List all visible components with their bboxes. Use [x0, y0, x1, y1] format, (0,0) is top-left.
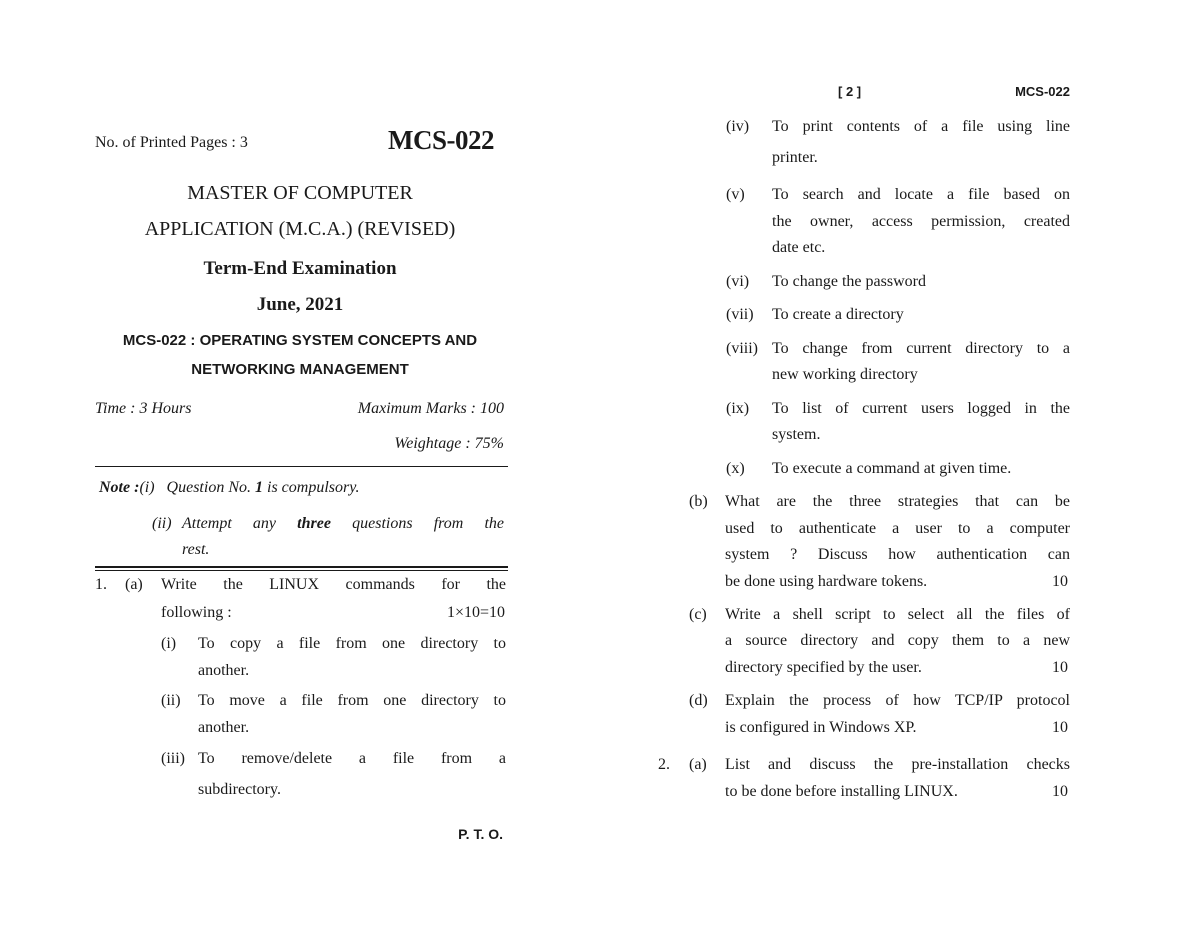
q1c-line3: directory specified by the user. — [725, 659, 922, 676]
course-title-line2: NETWORKING MANAGEMENT — [191, 361, 409, 378]
course-title-line1: MCS-022 : OPERATING SYSTEM CONCEPTS AND — [122, 332, 478, 349]
q1b-line1: What are the three strategies that can be — [725, 493, 1070, 510]
note-line-1 — [99, 479, 359, 497]
note-i-qno: 1 — [255, 479, 263, 496]
q1d-marks: 10 — [1052, 719, 1068, 736]
programme-title-line2: APPLICATION (M.C.A.) (REVISED) — [144, 218, 456, 240]
item-i-number: (i) — [161, 635, 177, 652]
item-x-line1: To execute a command at given time. — [772, 460, 1012, 477]
note-ii-bold: three — [297, 515, 331, 532]
q1c-line1: Write a shell script to select all the files of — [725, 606, 1070, 623]
q1a-text-line2: following : — [161, 604, 232, 621]
item-ii-line2: another. — [198, 719, 250, 736]
item-ii-line1: To move a file from one directory to — [198, 692, 506, 709]
item-iv-line2: printer. — [772, 149, 818, 166]
q1d-line1: Explain the process of how TCP/IP protocol — [725, 692, 1070, 709]
paper-code: MCS-022 — [388, 125, 494, 155]
q2a-line2: to be done before installing LINUX. — [725, 783, 958, 800]
q1b-line4: be done using hardware tokens. — [725, 573, 928, 590]
pto-footer: P. T. O. — [458, 826, 503, 842]
note-i-number: (i) — [139, 479, 155, 496]
item-ix-line1: To list of current users logged in the — [772, 400, 1070, 417]
item-iv-line1: To print contents of a file using line — [772, 118, 1070, 135]
exam-date: June, 2021 — [256, 294, 344, 315]
item-ii-number: (ii) — [161, 692, 181, 709]
max-marks: Maximum Marks : 100 — [357, 400, 504, 417]
item-x-number: (x) — [726, 460, 745, 477]
item-i-line2: another. — [198, 662, 250, 679]
item-v-line1: To search and locate a file based on — [772, 186, 1070, 203]
item-v-line3: date etc. — [772, 239, 826, 256]
item-viii-line1: To change from current directory to a — [772, 340, 1070, 357]
item-v-line2: the owner, access permission, created — [772, 213, 1070, 230]
q1b-line3: system ? Discuss how authentication can — [725, 546, 1070, 563]
q2-number: 2. — [658, 756, 670, 773]
note-ii-text-c: questions from the — [352, 515, 505, 532]
weightage: Weightage : 75% — [394, 435, 504, 452]
q2a-marks: 10 — [1052, 783, 1068, 800]
item-viii-number: (viii) — [726, 340, 758, 357]
note-label: Note : — [99, 479, 140, 496]
note-ii-line-2: rest. — [182, 541, 210, 558]
q1b-marks: 10 — [1052, 573, 1068, 590]
q1a-label: (a) — [125, 576, 143, 593]
item-i-line1: To copy a file from one directory to — [198, 635, 506, 652]
q1d-label: (d) — [689, 692, 708, 709]
header-paper-code: MCS-022 — [1015, 84, 1070, 99]
q1c-marks: 10 — [1052, 659, 1068, 676]
q1d-line2: is configured in Windows XP. — [725, 719, 917, 736]
divider-double-a — [95, 566, 508, 568]
note-ii-text-a: Attempt any — [182, 515, 277, 532]
q1c-label: (c) — [689, 606, 707, 623]
item-iii-line1: To remove/delete a file from a — [198, 750, 506, 767]
item-iv-number: (iv) — [726, 118, 750, 135]
note-i-text-c: is compulsory. — [267, 479, 360, 496]
divider-double-b — [95, 570, 508, 571]
exam-title: Term-End Examination — [203, 258, 397, 279]
note-ii-number: (ii) — [152, 515, 172, 532]
q2a-line1: List and discuss the pre-installation checks — [725, 756, 1070, 773]
item-v-number: (v) — [726, 186, 745, 203]
item-vi-number: (vi) — [726, 273, 750, 290]
q1b-label: (b) — [689, 493, 708, 510]
q1-number: 1. — [95, 576, 107, 593]
q1a-marks: 1×10=10 — [446, 604, 505, 621]
q1b-line2: used to authenticate a user to a computer — [725, 520, 1070, 537]
q1c-line2: a source directory and copy them to a new — [725, 632, 1070, 649]
item-iii-number: (iii) — [161, 750, 185, 767]
item-ix-line2: system. — [772, 426, 821, 443]
item-vi-line1: To change the password — [772, 273, 926, 290]
item-viii-line2: new working directory — [772, 366, 918, 383]
item-vii-number: (vii) — [726, 306, 754, 323]
q2a-label: (a) — [689, 756, 707, 773]
q1a-text-line1: Write the LINUX commands for the — [161, 576, 506, 593]
programme-title-line1: MASTER OF COMPUTER — [187, 182, 413, 204]
page-number: [ 2 ] — [838, 84, 862, 99]
item-iii-line2: subdirectory. — [198, 781, 281, 798]
divider-top — [95, 466, 508, 467]
exam-time: Time : 3 Hours — [95, 400, 192, 417]
item-vii-line1: To create a directory — [772, 306, 904, 323]
item-ix-number: (ix) — [726, 400, 750, 417]
printed-pages-count: No. of Printed Pages : 3 — [95, 134, 248, 151]
note-i-text-a: Question No. — [166, 479, 251, 496]
note-ii-line-1 — [182, 515, 504, 533]
